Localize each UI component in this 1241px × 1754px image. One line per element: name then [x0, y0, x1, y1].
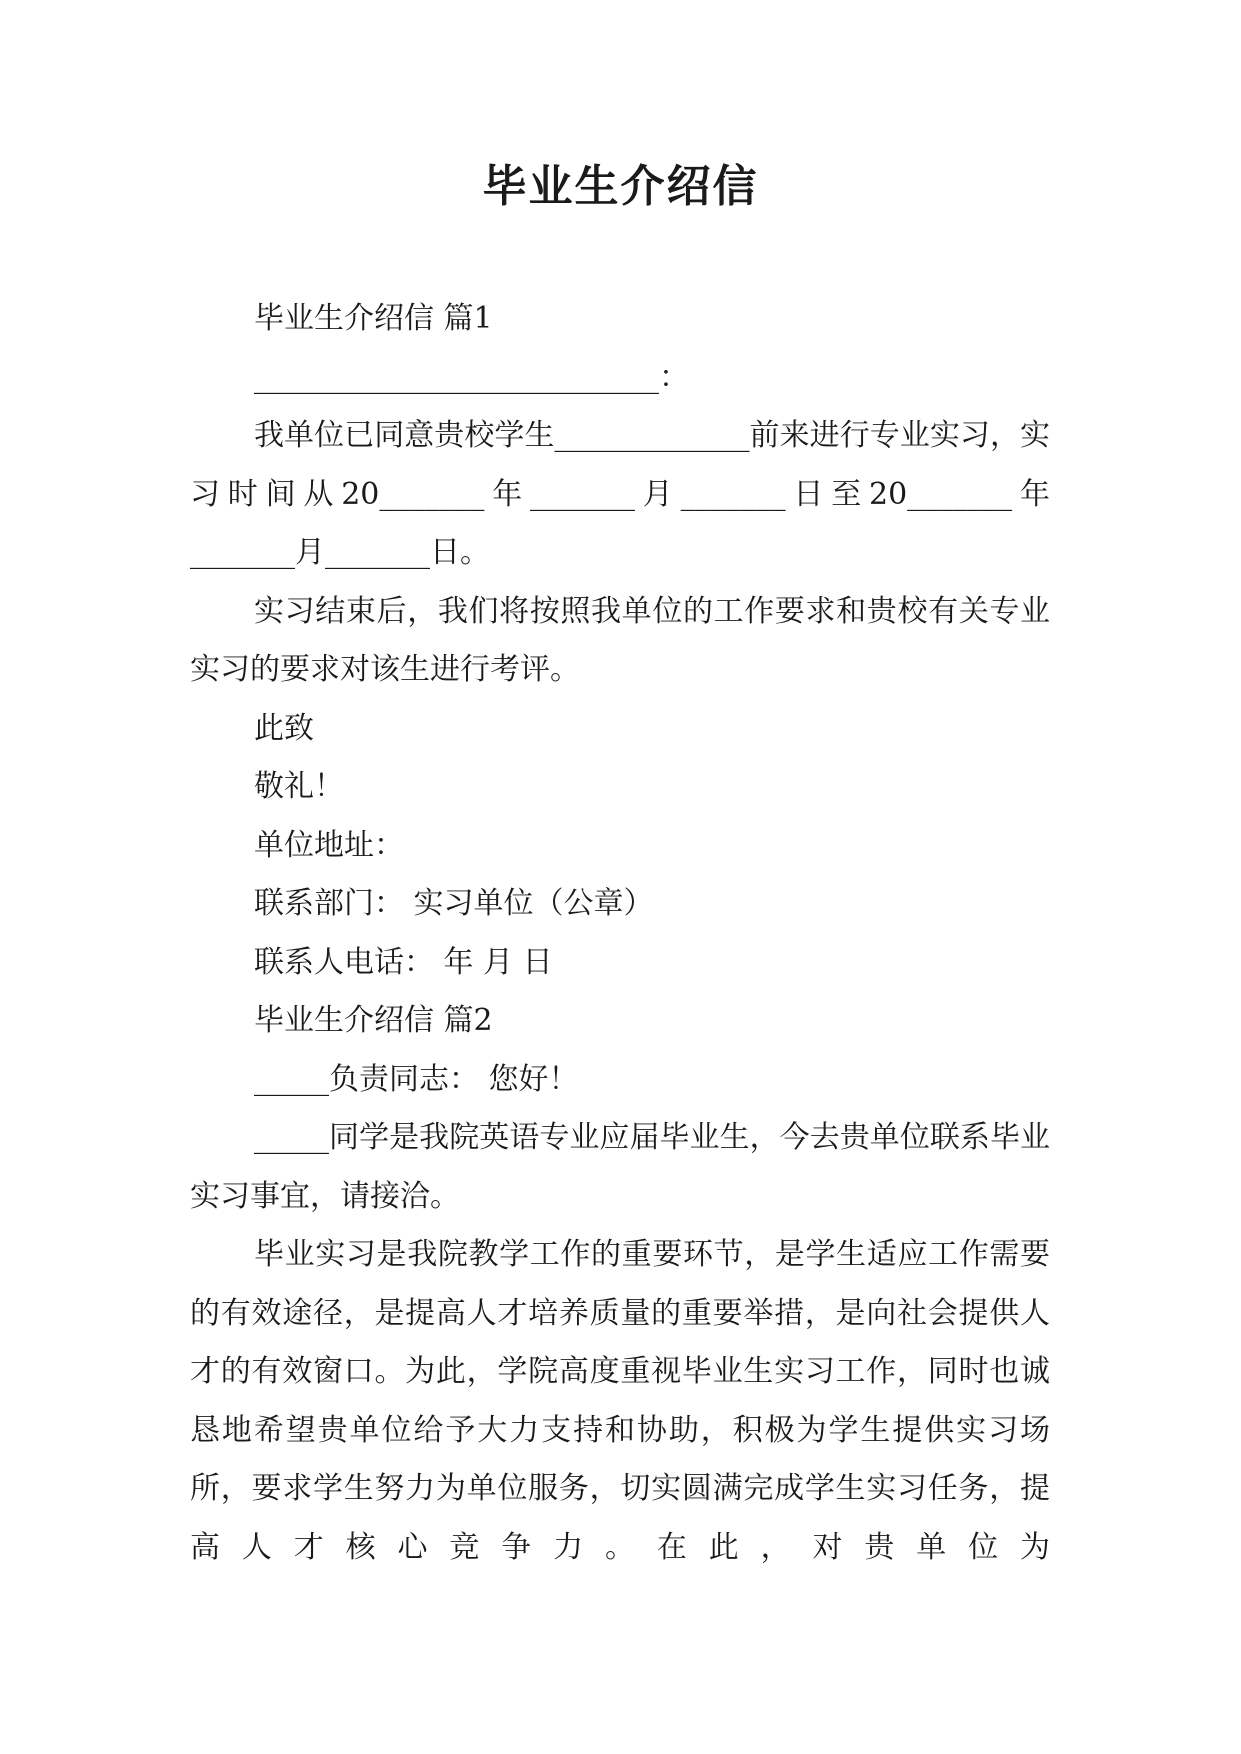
section-heading-2: 毕业生介绍信 篇2: [254, 1003, 493, 1038]
salutation-blank: ___________________________：: [254, 359, 689, 395]
paragraph-internship-importance: 毕业实习是我院教学工作的重要环节，是学生适应工作需要的有效途径，是提高人才培养质量的重要举措，是向社会提供人才的有效窗口。为此，学院高度重视毕业生实习工作，同时也诚恳地希望贵单位给予大力支持和协助，积极为学生提供实习场所，要求学生努力为单位服务，切实圆满完成学生实习任务，提高人才核心竞争力。在此，对贵单位为: [190, 1237, 1050, 1565]
document-title: 毕业生介绍信: [482, 161, 759, 212]
paragraph-internship-period: 我单位已同意贵校学生_____________前来进行专业实习，实习时间从20_______年_______月_______日至20_______年_______月_______日。: [190, 418, 1050, 570]
greeting-line: _____负责同志： 您好！: [254, 1061, 579, 1097]
section-heading-1: 毕业生介绍信 篇1: [254, 301, 493, 336]
contact-department: 联系部门： 实习单位（公章）: [254, 886, 654, 921]
document-body: [190, 290, 1050, 1577]
paragraph-student-intro: _____同学是我院英语专业应届毕业生，今去贵单位联系毕业实习事宜，请接洽。: [190, 1120, 1050, 1214]
contact-phone-date: 联系人电话： 年 月 日: [254, 944, 553, 980]
paragraph-evaluation: 实习结束后，我们将按照我单位的工作要求和贵校有关专业实习的要求对该生进行考评。: [190, 593, 1050, 687]
unit-address: 单位地址：: [254, 827, 404, 863]
closing-jingli: 敬礼！: [254, 769, 344, 804]
closing-cizhi: 此致: [254, 710, 314, 746]
